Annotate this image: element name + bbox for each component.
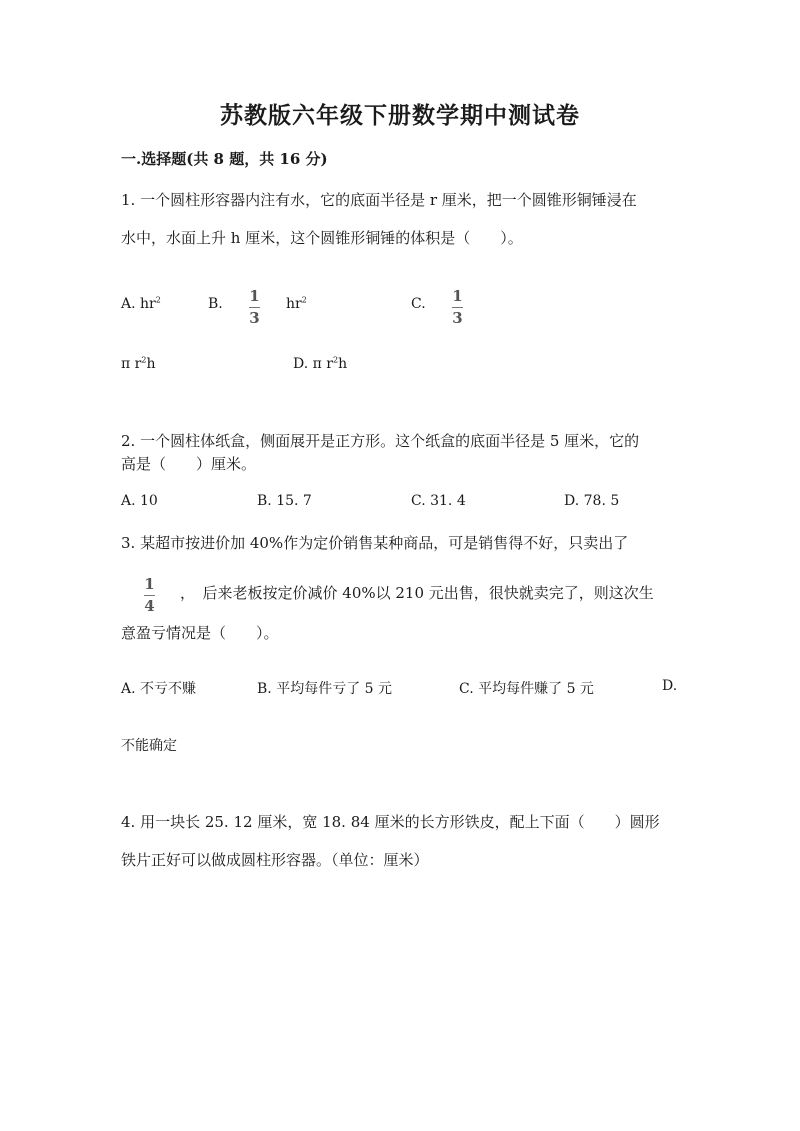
q3-line-3: 意盈亏情况是（ ）。: [121, 624, 279, 642]
q2-option-c[interactable]: C. 31. 4: [411, 493, 466, 509]
q1-option-c-exponent: 2: [141, 355, 147, 365]
q3-option-a[interactable]: A. 不亏不赚: [121, 681, 197, 697]
q2-option-b[interactable]: B. 15. 7: [257, 493, 312, 509]
q1-option-c-fraction: [452, 289, 463, 326]
q1-option-b-base: hr: [286, 296, 302, 312]
q1-line-1: 1. 一个圆柱形容器内注有水，它的底面半径是 r 厘米，把一个圆锥形铜锤浸在: [121, 191, 637, 209]
fraction-numerator: 1: [452, 287, 463, 305]
page-title: 苏教版六年级下册数学期中测试卷: [220, 102, 580, 129]
q1-option-a-exponent: 2: [155, 295, 161, 305]
q2-line-1: 2. 一个圆柱体纸盒，侧面展开是正方形。这个纸盒的底面半径是 5 厘米，它的: [121, 432, 640, 450]
q1-option-d-exponent: 2: [332, 355, 339, 365]
q1-option-c-text: [121, 356, 155, 372]
q1-option-b-fraction: [249, 289, 260, 326]
q3-option-c[interactable]: C. 平均每件赚了 5 元: [459, 681, 594, 697]
q3-fraction: [144, 577, 155, 614]
q1-option-c-label[interactable]: C.: [411, 296, 426, 312]
q2-option-d[interactable]: D. 78. 5: [564, 493, 620, 509]
q3-option-b[interactable]: B. 平均每件亏了 5 元: [257, 681, 392, 697]
q1-option-d[interactable]: [293, 356, 347, 372]
q1-option-a-text: A. hr: [121, 296, 156, 312]
q2-line-2: 高是（ ）厘米。: [121, 455, 257, 473]
q1-option-b-label[interactable]: B.: [208, 296, 223, 312]
q3-option-d-text: 不能确定: [121, 738, 177, 754]
q3-option-d-label[interactable]: D.: [662, 678, 678, 694]
q1-option-d-text: D. π r: [293, 356, 333, 372]
q3-line-2: ， 后来老板按定价减价 40%以 210 元出售，很快就卖完了，则这次生: [180, 584, 654, 602]
section-heading: 一.选择题(共 8 题，共 16 分): [121, 150, 328, 168]
q4-line-2: 铁片正好可以做成圆柱形容器。（单位：厘米）: [121, 851, 429, 869]
q1-option-a[interactable]: [121, 296, 161, 312]
q1-option-d-tail: h: [338, 356, 348, 372]
q1-option-b-exponent: 2: [301, 295, 307, 305]
q4-line-1: 4. 用一块长 25. 12 厘米，宽 18. 84 厘米的长方形铁皮，配上下面（ ）圆形: [121, 813, 660, 831]
fraction-numerator: 1: [249, 287, 260, 305]
fraction-numerator: 1: [144, 575, 155, 593]
q3-line-1: 3. 某超市按进价加 40%作为定价销售某种商品，可是销售得不好，只卖出了: [121, 534, 629, 552]
fraction-denominator: 3: [249, 309, 260, 327]
q1-option-c-base: π r: [121, 356, 142, 372]
fraction-denominator: 3: [452, 309, 463, 327]
q1-line-2: 水中，水面上升 h 厘米，这个圆锥形铜锤的体积是（ ）。: [121, 229, 523, 247]
q1-option-c-tail: h: [146, 356, 156, 372]
fraction-denominator: 4: [144, 597, 155, 615]
q1-option-b-text: [286, 296, 307, 312]
q2-option-a[interactable]: A. 10: [121, 493, 158, 509]
